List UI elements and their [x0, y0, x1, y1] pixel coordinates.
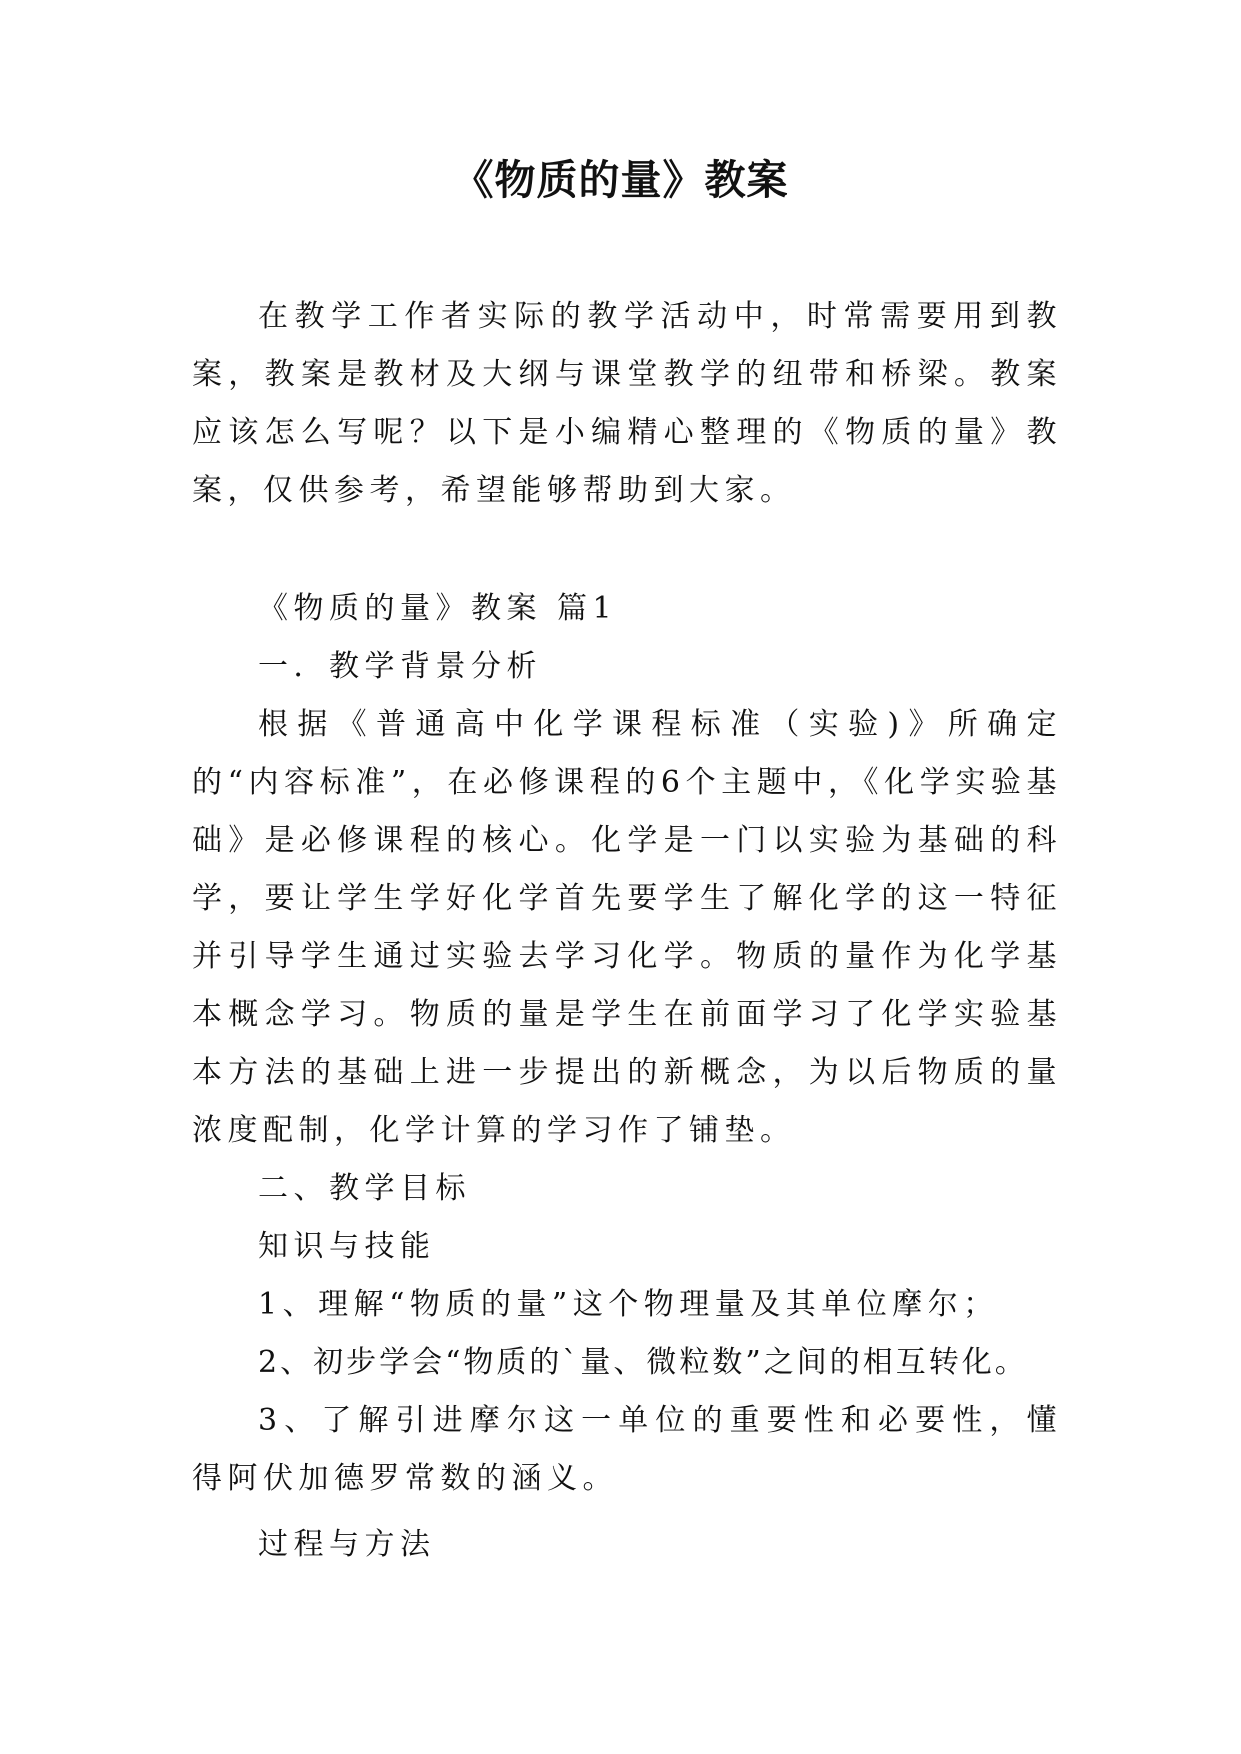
section-title: 《物质的量》教案 篇1	[258, 591, 618, 626]
goal-item-3: 3、了解引进摩尔这一单位的重要性和必要性，懂得阿伏加德罗常数的涵义。	[192, 1403, 1062, 1496]
part1-heading: 一．教学背景分析	[258, 649, 542, 684]
sub-heading-knowledge: 知识与技能	[258, 1229, 436, 1264]
sub-heading-process: 过程与方法	[258, 1527, 436, 1562]
document-title: 《物质的量》教案	[452, 156, 789, 204]
goal-item-1: 1、理解“物质的量”这个物理量及其单位摩尔；	[258, 1287, 999, 1322]
goal-item-2: 2、初步学会“物质的`量、微粒数”之间的相互转化。	[258, 1345, 1028, 1380]
intro-spacer	[192, 520, 1062, 580]
intro-paragraph: 在教学工作者实际的教学活动中，时常需要用到教案，教案是教材及大纲与课堂教学的纽带和桥梁。教案应该怎么写呢？以下是小编精心整理的《物质的量》教案，仅供参考，希望能够帮助到大家。	[192, 299, 1062, 508]
part2-heading: 二、教学目标	[258, 1171, 471, 1206]
document-body	[192, 288, 1062, 1574]
part1-paragraph: 根据《普通高中化学课程标准（实验)》所确定的“内容标准”，在必修课程的6个主题中，《化学实验基础》是必修课程的核心。化学是一门以实验为基础的科学，要让学生学好化学首先要学生了解化学的这一特征并引导学生通过实验去学习化学。物质的量作为化学基本概念学习。物质的量是学生在前面学习了化学实验基本方法的基础上进一步提出的新概念，为以后物质的量浓度配制，化学计算的学习作了铺垫。	[192, 707, 1062, 1148]
